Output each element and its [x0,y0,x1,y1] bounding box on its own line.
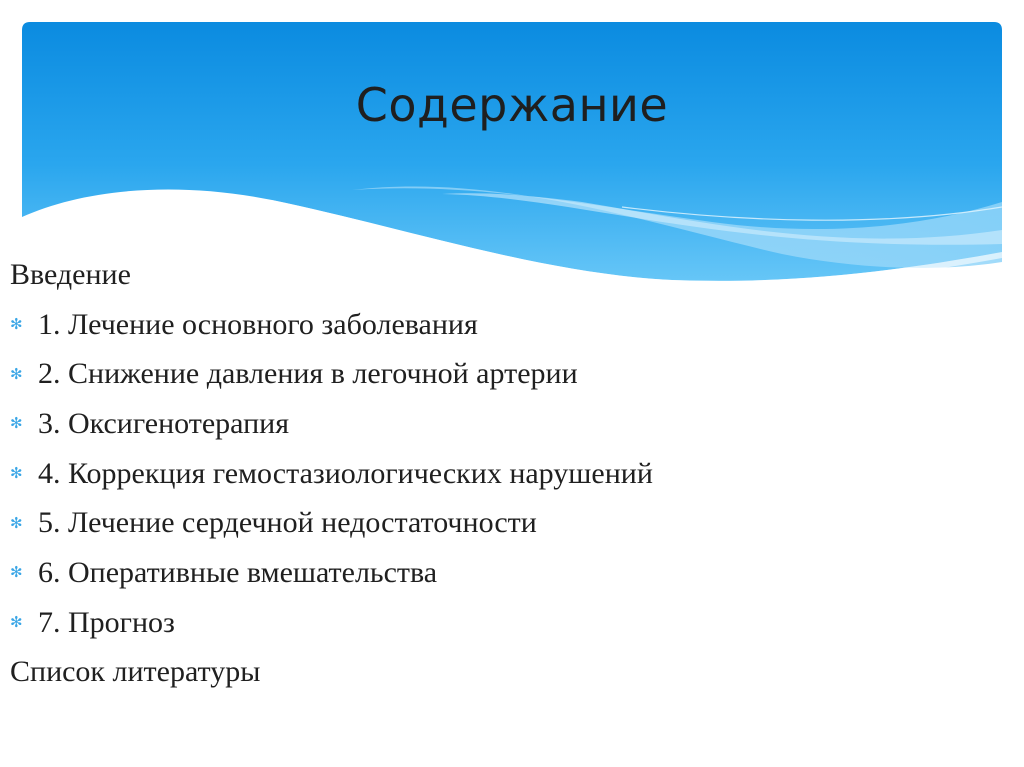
asterisk-bullet-icon: ✻ [10,315,23,334]
asterisk-bullet-icon: ✻ [10,563,23,582]
intro-text: Введение [10,257,131,291]
list-item [10,300,970,350]
slide-title: Содержание [355,78,669,132]
asterisk-bullet-icon: ✻ [10,464,23,483]
list-item-text: 2. Снижение давления в легочной артерии [38,357,578,391]
list-item-text: 6. Оперативные вмешательства [38,555,438,589]
list-item-text: 1. Лечение основного заболевания [38,307,478,341]
list-item-text: 4. Коррекция гемостазиологических нарушений [38,456,653,490]
list-item [10,399,970,449]
asterisk-bullet-icon: ✻ [10,513,23,532]
list-item-text: 7. Прогноз [38,605,175,639]
list-item [10,349,970,399]
asterisk-bullet-icon: ✻ [10,364,23,383]
list-item-text: 3. Оксигенотерапия [38,406,290,440]
list-item [10,449,970,499]
outro-line [10,648,970,698]
list-item [10,598,970,648]
list-item [10,548,970,598]
contents-list [10,250,970,697]
asterisk-bullet-icon: ✻ [10,414,23,433]
outro-text: Список литературы [10,655,261,689]
intro-line [10,250,970,300]
asterisk-bullet-icon: ✻ [10,613,23,632]
list-item-text: 5. Лечение сердечной недостаточности [38,506,537,540]
list-item [10,498,970,548]
